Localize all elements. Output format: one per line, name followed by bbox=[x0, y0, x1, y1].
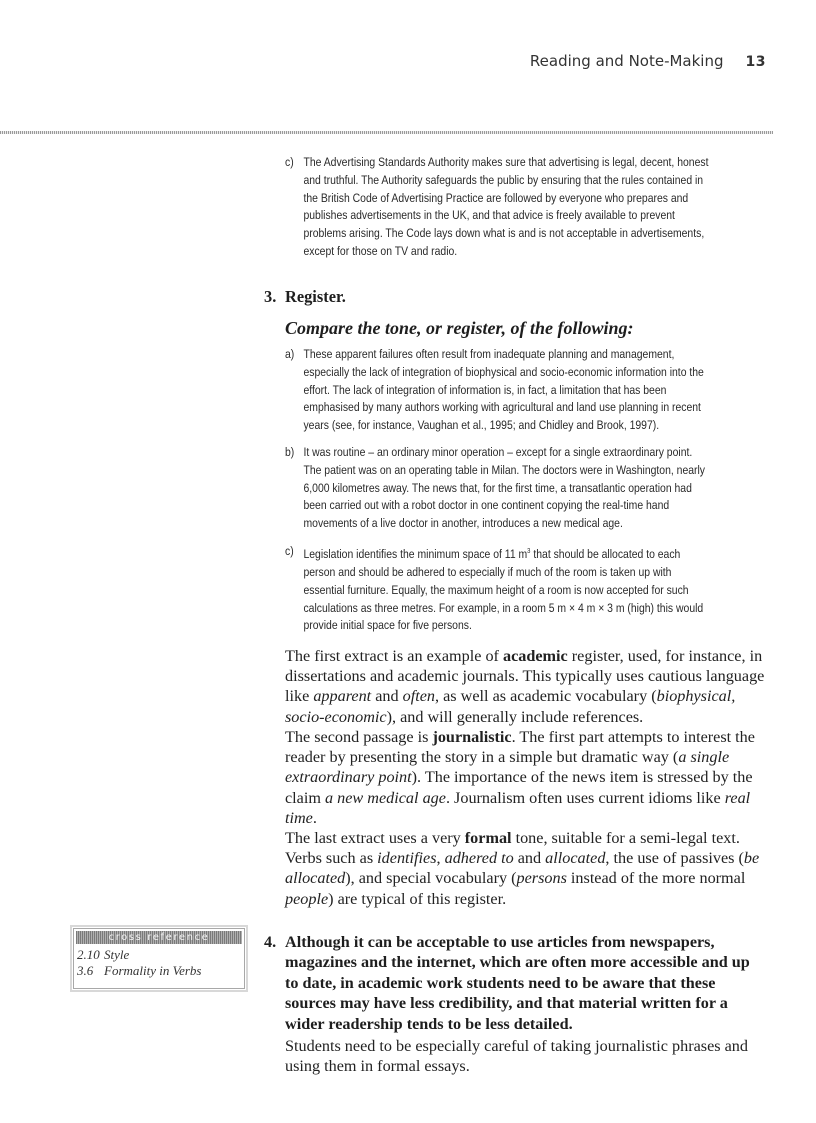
running-header bbox=[530, 52, 766, 70]
cross-reference-code: 2.10 bbox=[77, 947, 100, 962]
superscript: 3 bbox=[527, 548, 531, 555]
extract-label: b) bbox=[285, 445, 295, 459]
section-number: 3. bbox=[264, 287, 277, 306]
intro-extract bbox=[285, 154, 793, 261]
section-4-paragraph: Students need to be especially careful of taking journalistic phrases and using them in formal essays. bbox=[285, 1037, 748, 1076]
extract-a bbox=[285, 346, 793, 435]
extract-b bbox=[285, 444, 793, 533]
cross-reference-code: 3.6 bbox=[77, 963, 94, 978]
extract-label: c) bbox=[285, 155, 294, 169]
extract-text: The Advertising Standards Authority makes sure that advertising is legal, decent, honest and truthful. The Authority safeguards the public by ensuring that the rules contained in the British Code of Advertising Practice are followed by everyone who prepares and publishes advertisements in the UK, and that advice is freely available to prevent problems arising. The Code lays down what is and is not acceptable in advertisements, except for those on TV and radio. bbox=[303, 155, 709, 258]
extract-text: Legislation identifies the minimum space of 11 $m^3$ that should be allocated to each person and should be adhered to especially if much of the room is taken up with essential furniture. Equally, the maximum height of a room is now accepted for such calculations as three metres. For example, in a room 5 m × 4 m × 3 m (high) this would provide initial space for five persons. bbox=[303, 547, 704, 633]
extract-text: It was routine – an ordinary minor operation – except for a single extraordinary point. The patient was on an operating table in Milan. The doctors were in Washington, nearly 6,000 kilometres away. The news that, for the first time, a transatlantic operation had been carried out with a robot doctor in one continent copying the real-time hand movements of a live doctor in another, introduces a new medical age. bbox=[303, 445, 706, 531]
commentary-academic: The first extract is an example of academic register, used, for instance, in dissertations and academic journals. This typically uses cautious language like apparent and often, as well as academic vocabulary (biophysical, socio-economic), and will generally include references. bbox=[285, 647, 765, 726]
extract-text: These apparent failures often result from inadequate planning and management, especially the lack of integration of biophysical and socio-economic information into the effort. The lack of integration of information is, in fact, a limitation that has been emphasised by many authors working with agricultural and land use planning in recent years (see, for instance, Vaughan et al., 1995; and Chidley and Brook, 1997). bbox=[303, 347, 704, 433]
extract-label: c) bbox=[285, 544, 294, 558]
cross-reference-label: Style bbox=[104, 947, 130, 962]
cross-reference-item[interactable] bbox=[74, 963, 244, 979]
page-number: 13 bbox=[745, 54, 766, 70]
section-4-text: Although it can be acceptable to use articles from newspapers, magazines and the internet, which are often more accessible and up to date, in academic work students need to be aware that these sources may have less credibility, and that material written for a wider readership tends to be less detailed. bbox=[285, 933, 750, 1033]
extract-label: a) bbox=[285, 347, 295, 361]
commentary-journalistic: The second passage is journalistic. The first part attempts to interest the reader by presenting the story in a simple but dramatic way (a single extraordinary point). The importance of the news item is stressed by the claim a new medical age. Journalism often uses current idioms like real time. bbox=[285, 728, 755, 827]
cross-reference-title: cross reference bbox=[76, 931, 242, 944]
cross-reference-box bbox=[73, 928, 245, 989]
extract-c bbox=[285, 543, 793, 635]
cross-reference-label: Formality in Verbs bbox=[104, 963, 202, 978]
section-3-prompt: Compare the tone, or register, of the following: bbox=[285, 318, 634, 338]
section-number: 4. bbox=[264, 933, 277, 951]
section-title: Register. bbox=[285, 287, 346, 306]
section-4-heading bbox=[264, 932, 764, 1034]
header-rule bbox=[0, 131, 773, 134]
section-3-heading bbox=[264, 287, 346, 307]
cross-reference-item[interactable] bbox=[74, 947, 244, 963]
running-head-title: Reading and Note-Making bbox=[529, 52, 724, 70]
commentary-formal: The last extract uses a very formal tone, suitable for a semi-legal text. Verbs such as identifies, adhered to and allocated, the use of passives (be allocated), and special vocabulary (persons instead of the more normal people) are typical of this register. bbox=[285, 829, 760, 908]
